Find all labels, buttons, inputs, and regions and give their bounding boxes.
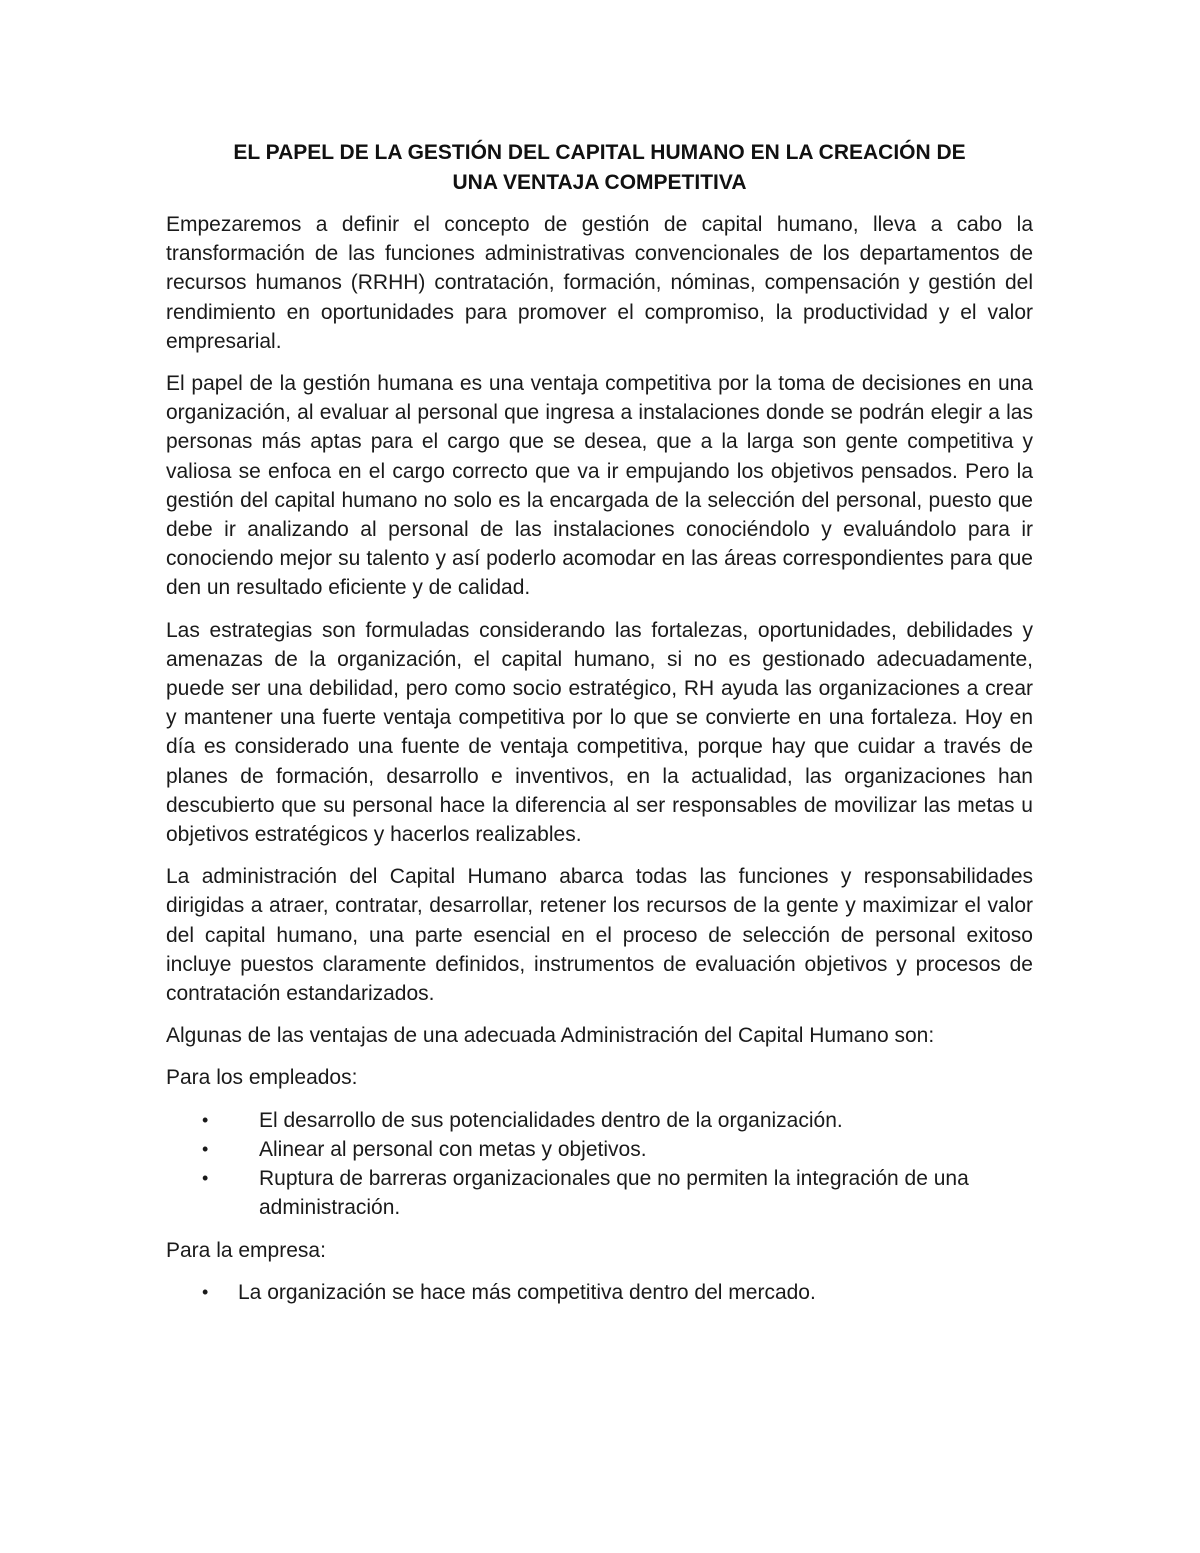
list-item-text: Ruptura de barreras organizacionales que no permiten la integración de una administración. (259, 1167, 969, 1220)
bullet-icon: • (202, 1138, 209, 1159)
bullet-icon: • (202, 1109, 209, 1130)
company-heading: Para la empresa: (166, 1238, 326, 1262)
list-item (166, 1164, 1033, 1222)
bullet-icon: • (202, 1168, 209, 1189)
employees-list (166, 1106, 1033, 1223)
list-item (166, 1278, 1033, 1307)
list-item-text: El desarrollo de sus potencialidades dentro de la organización. (259, 1108, 843, 1132)
employees-heading: Para los empleados: (166, 1066, 358, 1090)
title-line-1: EL PAPEL DE LA GESTIÓN DEL CAPITAL HUMANO EN LA CREACIÓN DE (233, 141, 966, 164)
list-item (166, 1106, 1033, 1135)
list-item-text: Alinear al personal con metas y objetivos. (259, 1137, 647, 1161)
list-item-text: La organización se hace más competitiva dentro del mercado. (238, 1280, 816, 1304)
company-list (166, 1278, 1033, 1307)
bullet-icon: • (202, 1281, 209, 1302)
title-line-2: UNA VENTAJA COMPETITIVA (452, 171, 747, 194)
document-page (166, 138, 1033, 1320)
paragraph-strategies: Las estrategias son formuladas considerando las fortalezas, oportunidades, debilidades y amenazas de la organización, el capital humano, si no es gestionado adecuadamente, puede ser una debilidad, pero como socio estratégico, RH ayuda las organizaciones a crear y mantener una fuerte ventaja competitiva por lo que se convierte en una fortaleza. Hoy en día es considerado una fuente de ventaja competitiva, porque hay que cuidar a través de planes de formación, desarrollo e inventivos, en la actualidad, las organizaciones han descubierto que su personal hace la diferencia al ser responsables de movilizar las metas u objetivos estratégicos y hacerlos realizables. (166, 618, 1033, 847)
list-item (166, 1135, 1033, 1164)
paragraph-intro: Empezaremos a definir el concepto de gestión de capital humano, lleva a cabo la transformación de las funciones administrativas convencionales de los departamentos de recursos humanos (RRHH) contratación, formación, nóminas, compensación y gestión del rendimiento en oportunidades para promover el compromiso, la productividad y el valor empresarial. (166, 213, 1033, 353)
paragraph-role: El papel de la gestión humana es una ventaja competitiva por la toma de decisiones en una organización, al evaluar al personal que ingresa a instalaciones donde se podrán elegir a las personas más aptas para el cargo que se desea, que a la larga son gente competitiva y valiosa se enfoca en el cargo correcto que va ir empujando los objetivos pensados. Pero la gestión del capital humano no solo es la encargada de la selección del personal, puesto que debe ir analizando al personal de las instalaciones conociéndolo y evaluándolo para ir conociendo mejor su talento y así poderlo acomodar en las áreas correspondientes para que den un resultado eficiente y de calidad. (166, 372, 1033, 600)
document-title (166, 138, 1033, 198)
paragraph-administration: La administración del Capital Humano abarca todas las funciones y responsabilidades dirigidas a atraer, contratar, desarrollar, retener los recursos de la gente y maximizar el valor del capital humano, una parte esencial en el proceso de selección de personal exitoso incluye puestos claramente definidos, instrumentos de evaluación objetivos y procesos de contratación estandarizados. (166, 865, 1033, 1006)
paragraph-advantages: Algunas de las ventajas de una adecuada Administración del Capital Humano son: (166, 1024, 935, 1048)
